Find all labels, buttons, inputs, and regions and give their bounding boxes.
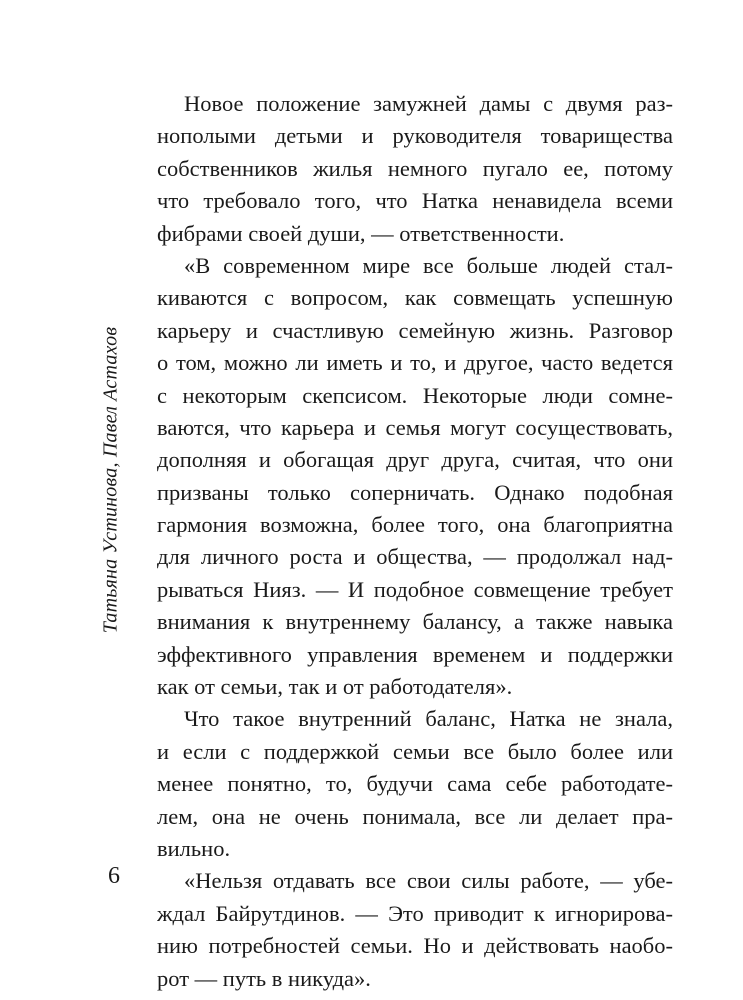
text-line: нополыми детьми и руководителя товарищества [157, 123, 673, 149]
text-line: ваются, что карьера и семья могут сосуществовать, [157, 414, 673, 440]
page-number: 6 [108, 863, 120, 889]
text-line: «Нельзя отдавать все свои силы работе, — убе- [184, 868, 673, 894]
text-line: призваны только соперничать. Однако подобная [157, 479, 673, 505]
text-line: вильно. [157, 835, 231, 861]
paragraph [157, 865, 673, 995]
text-line: рываться Нияз. — И подобное совмещение требует [157, 576, 673, 602]
text-line: рот — путь в никуда». [157, 965, 371, 991]
text-line: как от семьи, так и от работодателя». [157, 674, 513, 700]
text-line: эффективного управления временем и поддержки [157, 641, 673, 667]
paragraph [157, 250, 673, 703]
text-line: киваются с вопросом, как совмещать успешную [157, 285, 673, 311]
text-line: и если с поддержкой семьи все было более или [157, 738, 673, 764]
paragraph [157, 703, 673, 865]
text-line: дополняя и обогащая друг друга, считая, что они [157, 447, 673, 473]
text-line: внимания к внутреннему балансу, а также навыка [157, 609, 673, 635]
text-line: карьеру и счастливую семейную жизнь. Разговор [157, 317, 673, 343]
text-line: собственников жилья немного пугало ее, потому [157, 155, 673, 181]
text-line: Новое положение замужней дамы с двумя раз- [184, 91, 673, 116]
text-line: с некоторым скепсисом. Некоторые люди сомне- [157, 382, 673, 408]
paragraph [157, 88, 673, 250]
body-text [157, 88, 673, 995]
text-line: что требовало того, что Натка ненавидела всеми [157, 188, 673, 214]
text-line: нию потребностей семьи. Но и действовать наобо- [157, 933, 673, 959]
text-line: Что такое внутренний баланс, Натка не знала, [184, 706, 673, 732]
text-line: «В современном мире все больше людей стал- [184, 252, 673, 278]
text-line: для личного роста и общества, — продолжал над- [157, 544, 673, 570]
text-line: о том, можно ли иметь и то, и другое, часто ведется [157, 350, 673, 376]
text-line: фибрами своей души, — ответственности. [157, 220, 565, 246]
text-line: гармония возможна, более того, она благоприятна [157, 512, 673, 538]
running-head-authors: Татьяна Устинова, Павел Астахов [99, 326, 122, 634]
text-line: ждал Байрутдинов. — Это приводит к игнорирова- [157, 900, 673, 926]
text-line: лем, она не очень понимала, все ли делает пра- [157, 803, 673, 829]
text-line: менее понятно, то, будучи сама себе работодате- [157, 771, 673, 797]
